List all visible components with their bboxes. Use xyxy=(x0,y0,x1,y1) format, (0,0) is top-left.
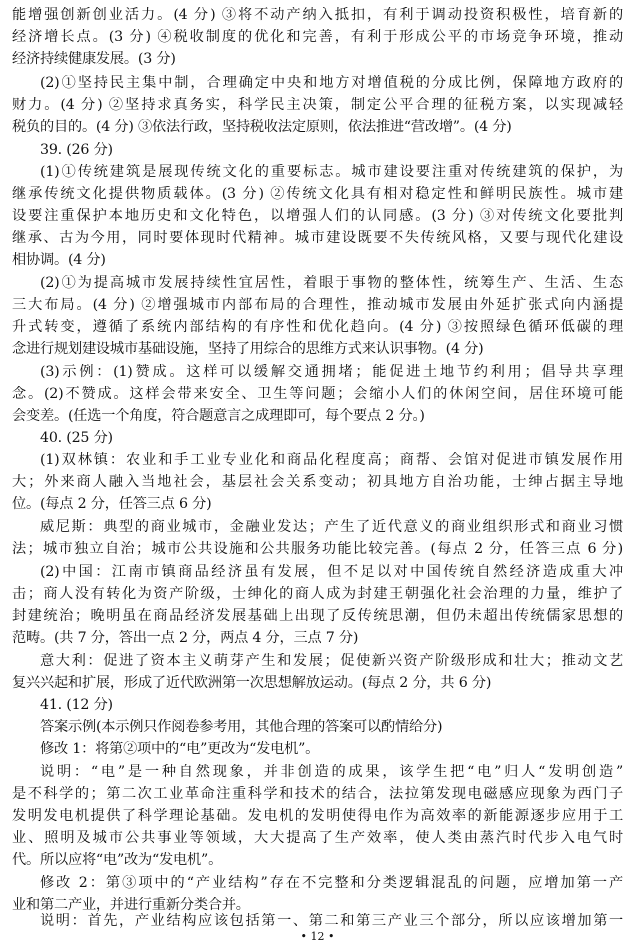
text-line: 范畴。(共 7 分，答出一点 2 分，两点 4 分，三点 7 分) xyxy=(12,630,359,646)
text-line: 修改 1：将第②项中的“电”更改为“发电机”。 xyxy=(40,741,320,757)
text-line: 是不科学的；第二次工业革命注重科学和技术的结合，法拉第发现电磁感应现象为西门子 xyxy=(12,786,623,802)
text-line: 设要注重保护本地历史和文化特色，以增强人们的认同感。(3 分) ③对传统文化要批判 xyxy=(12,208,623,224)
text-line: 发明发电机提供了科学理论基础。发电机的发明使得电作为高效率的新能源逐步应用于工 xyxy=(12,808,623,824)
text-line: 修改 2：第③项中的“产业结构”存在不完整和分类逻辑混乱的问题，应增加第一产 xyxy=(40,875,623,891)
text-line: 会变差。(任选一个角度，符合题意言之成理即可，每个要点 2 分。) xyxy=(12,408,425,424)
text-line: 威尼斯：典型的商业城市，金融业发达；产生了近代意义的商业组织形式和商业习惯 xyxy=(40,519,623,535)
text-line: 答案示例(本示例只作阅卷参考用，其他合理的答案可以酌情给分) xyxy=(40,719,443,735)
text-line: 财力。(4 分) ②坚持求真务实，科学民主决策，制定公平合理的征税方案，以实现减轻 xyxy=(12,97,623,113)
text-line: 经济持续健康发展。(3 分) xyxy=(12,51,176,67)
page-number: • 12 • xyxy=(300,930,335,943)
text-line: 说明：首先，产业结构应该包括第一、第二和第三产业三个部分，所以应该增加第一 xyxy=(40,913,623,929)
question-number: 40. (25 分) xyxy=(40,430,113,446)
text-line: 能增强创新创业活力。(4 分) ③将不动产纳入抵扣，有利于调动投资积极性，培育新的 xyxy=(12,7,623,23)
text-line: 封建统治；晚明虽在商品经济发展基础上出现了反传统思潮，但仍未超出传统儒家思想的 xyxy=(12,608,623,624)
text-line: (1)双林镇：农业和手工业专业化和商品化程度高；商帮、会馆对促进市镇发展作用 xyxy=(40,452,623,468)
text-line: 位。(每点 2 分，任答三点 6 分) xyxy=(12,496,212,512)
text-line: 击；商人没有转化为资产阶级，士绅化的商人成为封建王朝强化社会治理的力量，维护了 xyxy=(12,586,623,602)
text-line: 升式转变，遵循了系统内部结构的有序性和优化趋向。(4 分) ③按照绿色循环低碳的理 xyxy=(12,319,623,335)
text-line: (2)①为提高城市发展持续性宜居性，着眼于事物的整体性，统筹生产、生活、生态 xyxy=(40,275,623,291)
text-line: (1)①传统建筑是展现传统文化的重要标志。城市建设要注重对传统建筑的保护，为 xyxy=(40,164,623,180)
text-line: 税负的目的。(4 分) ③依法行政，坚持税收法定原则，依法推进“营改增”。(4 分) xyxy=(12,119,512,135)
text-line: 念。(2)不赞成。这样会带来安全、卫生等问题；会缩小人们的休闲空间，居住环境可能 xyxy=(12,386,623,402)
text-line: 业、照明及城市公共事业等领域，大大提高了生产效率，使人类由蒸汽时代步入电气时 xyxy=(12,830,623,846)
text-line: 说明：“电”是一种自然现象，并非创造的成果，该学生把“电”归人“发明创造” xyxy=(40,764,623,780)
text-line: 代。所以应将“电”改为“发电机”。 xyxy=(12,852,223,868)
text-line: (3)示例：(1)赞成。这样可以缓解交通拥堵；能促进土地节约利用；倡导共享理 xyxy=(40,364,623,380)
text-line: 业和第二产业，并进行重新分类合并。 xyxy=(12,897,250,913)
text-line: (2)中国：江南市镇商品经济虽有发展，但不足以对中国传统自然经济造成重大冲 xyxy=(40,564,623,580)
text-line: 相协调。(4 分) xyxy=(12,252,106,268)
question-number: 39. (26 分) xyxy=(40,142,113,158)
text-line: 三大布局。(4 分) ②增强城市内部布局的合理性，推动城市发展由外延扩张式向内涵提 xyxy=(12,297,623,313)
text-line: 意大利：促进了资本主义萌芽产生和发展；促使新兴资产阶级形成和壮大；推动文艺 xyxy=(40,653,623,669)
text-line: 经济增长点。(3 分) ④税收制度的优化和完善，有利于形成公平的市场竞争环境，推动 xyxy=(12,29,623,45)
text-line: 大；外来商人融入当地社会，基层社会关系变动；初具地方自治功能，士绅占据主导地 xyxy=(12,474,623,490)
text-line: 继承传统文化提供物质载体。(3 分) ②传统文化具有相对稳定性和鲜明民族性。城市建 xyxy=(12,186,623,202)
text-line: 继承、古为今用，同时要体现时代精神。城市建设既要不失传统风格，又要与现代化建设 xyxy=(12,230,623,246)
text-line: 法；城市独立自治；城市公共设施和公共服务功能比较完善。(每点 2 分，任答三点 6 分) xyxy=(12,541,623,557)
question-number: 41. (12 分) xyxy=(40,697,113,713)
text-line: 复兴兴起和扩展，形成了近代欧洲第一次思想解放运动。(每点 2 分，共 6 分) xyxy=(12,675,492,691)
text-line: 念进行规划建设城市基础设施，坚持了用综合的思维方式来认识事物。(4 分) xyxy=(12,341,484,357)
text-line: (2)①坚持民主集中制，合理确定中央和地方对增值税的分成比例，保障地方政府的 xyxy=(40,75,623,91)
